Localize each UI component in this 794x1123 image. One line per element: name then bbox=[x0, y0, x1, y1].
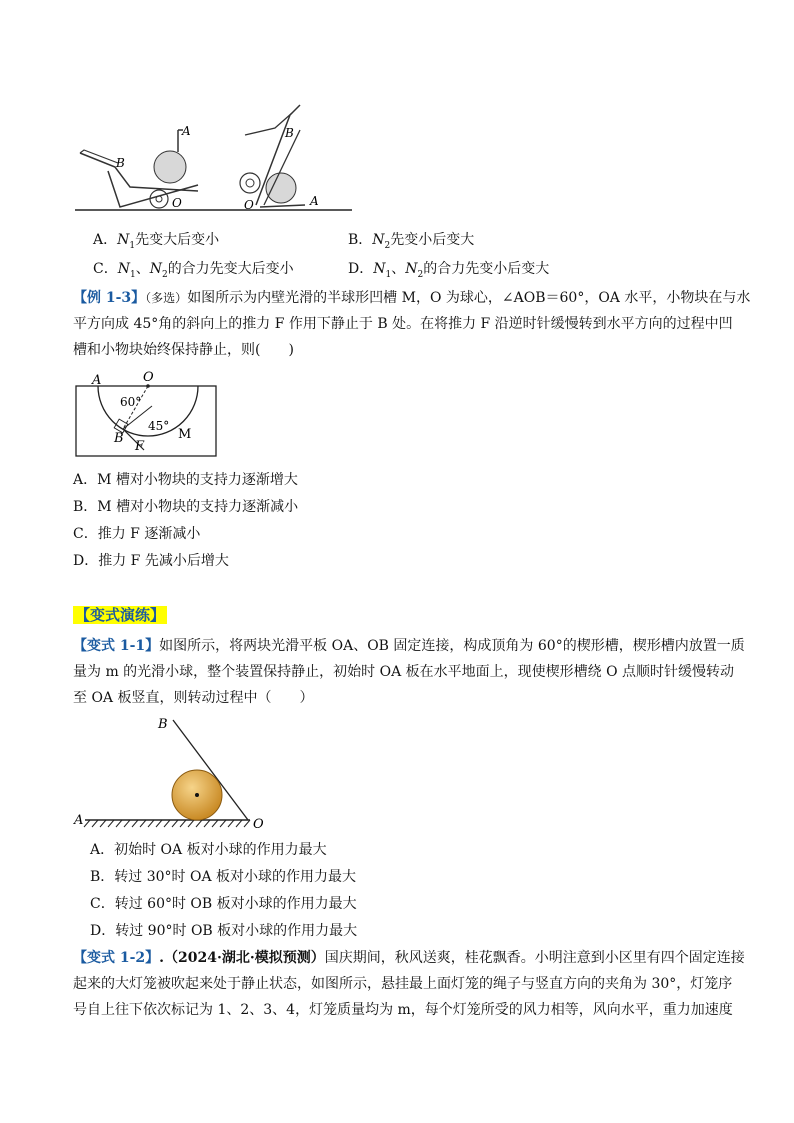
ex13-tag: 【例 1-3】 bbox=[73, 290, 146, 306]
groove-figure bbox=[70, 366, 230, 462]
wedge-label-o: O bbox=[253, 817, 264, 832]
fig1-label-o1: O bbox=[172, 196, 182, 210]
ex13-line3: 槽和小物块始终保持静止，则( ) bbox=[73, 342, 294, 358]
fig1-label-b1: B bbox=[116, 156, 125, 170]
wedge-figure bbox=[70, 712, 270, 837]
groove-label-m: M bbox=[178, 427, 192, 442]
groove-label-a: A bbox=[92, 373, 102, 388]
q1-option-a: A．$N_1$先变大后变小 bbox=[93, 232, 220, 251]
ex13-line1: 【例 1-3】（多选）如图所示为内壁光滑的半球形凹槽 M，O 为球心，∠AOB＝60°，OA 水平，小物块在与水 bbox=[73, 290, 751, 306]
v11-line1: 【变式 1-1】如图所示，将两块光滑平板 OA、OB 固定连接，构成顶角为 60°的楔形槽，楔形槽内放置一质 bbox=[73, 638, 745, 654]
v11-option-d: D．转过 90°时 OB 板对小球的作用力最大 bbox=[90, 923, 358, 939]
v12-line1: 【变式 1-2】.（2024·湖北·模拟预测）国庆期间，秋风送爽，桂花飘香。小明注意到小区里有四个固定连接 bbox=[73, 950, 745, 966]
groove-label-o: O bbox=[143, 370, 154, 385]
q1-option-b: B．$N_2$先变小后变大 bbox=[348, 232, 475, 251]
fig1-label-a2: A bbox=[310, 194, 319, 208]
v11-option-a: A．初始时 OA 板对小球的作用力最大 bbox=[90, 842, 327, 858]
ex13-option-d: D．推力 F 先减小后增大 bbox=[73, 553, 229, 569]
v11-line2: 量为 m 的光滑小球，整个装置保持静止，初始时 OA 板在水平地面上，现使楔形槽绕 O 点顺时针缓慢转动 bbox=[73, 664, 735, 680]
groove-label-60: 60° bbox=[120, 395, 142, 409]
v12-line2: 起来的大灯笼被吹起来处于静止状态，如图所示，悬挂最上面灯笼的绳子与竖直方向的夹角为 30°，灯笼序 bbox=[73, 976, 733, 992]
groove-label-f: F bbox=[135, 439, 145, 454]
fig1-label-b2: B bbox=[285, 126, 294, 140]
ex13-line2: 平方向成 45°角的斜向上的推力 F 作用下静止于 B 处。在将推力 F 沿逆时针缓慢转到水平方向的过程中凹 bbox=[73, 316, 733, 332]
v11-line3: 至 OA 板竖直，则转动过程中（ ） bbox=[73, 690, 314, 706]
ex13-option-c: C．推力 F 逐渐减小 bbox=[73, 526, 201, 542]
fig1-label-a1: A bbox=[182, 124, 191, 138]
fig1-label-o2: O bbox=[244, 198, 254, 212]
wedge-label-a: A bbox=[74, 813, 84, 828]
groove-label-45: 45° bbox=[148, 419, 170, 433]
v12-line3: 号自上往下依次标记为 1、2、3、4，灯笼质量均为 m，每个灯笼所受的风力相等，风向水平，重力加速度 bbox=[73, 1002, 733, 1018]
ex13-option-a: A．M 槽对小物块的支持力逐渐增大 bbox=[73, 472, 298, 488]
ex13-option-b: B．M 槽对小物块的支持力逐渐减小 bbox=[73, 499, 299, 515]
v11-option-b: B．转过 30°时 OA 板对小球的作用力最大 bbox=[90, 869, 357, 885]
q1-option-d: D．$N_1$、$N_2$的合力先变小后变大 bbox=[348, 261, 550, 280]
groove-label-b: B bbox=[114, 431, 124, 446]
wedge-label-b: B bbox=[158, 717, 168, 732]
v12-tag: 【变式 1-2】 bbox=[73, 950, 160, 966]
v11-tag: 【变式 1-1】 bbox=[73, 638, 160, 654]
q1-option-c: C．$N_1$、$N_2$的合力先变大后变小 bbox=[93, 261, 294, 280]
section-title: 【变式演练】 bbox=[75, 606, 166, 624]
v11-option-c: C．转过 60°时 OB 板对小球的作用力最大 bbox=[90, 896, 357, 912]
wheelbarrow-figure bbox=[70, 95, 360, 220]
